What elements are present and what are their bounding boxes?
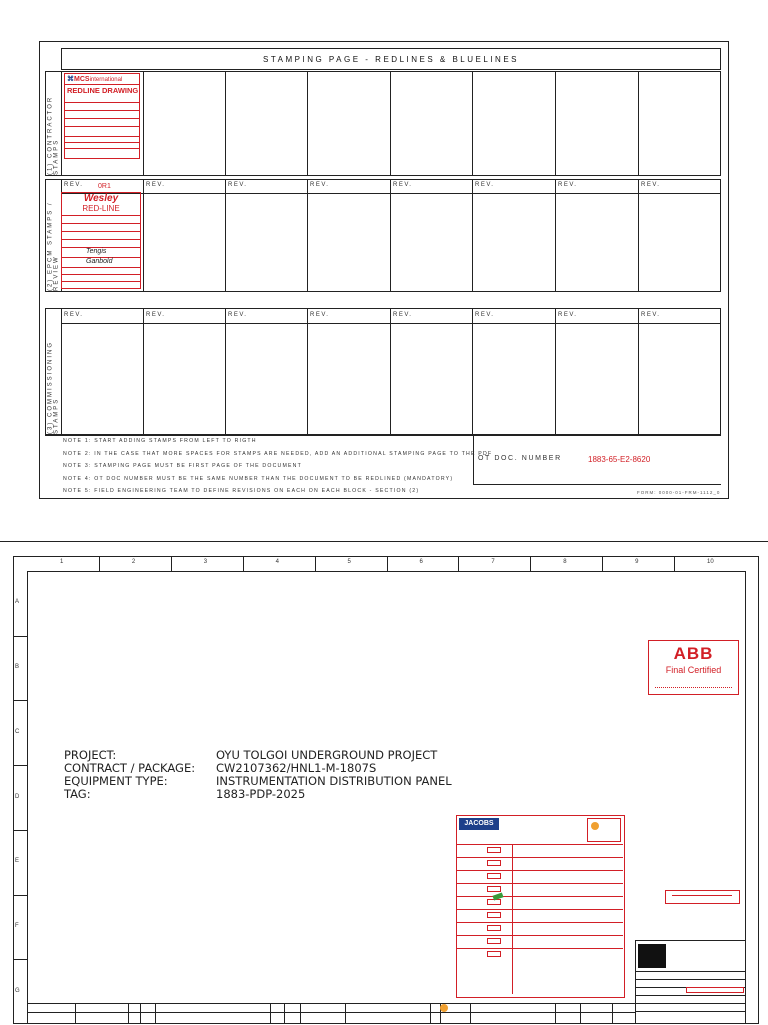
- column-tick: [530, 556, 531, 571]
- column-divider: [143, 179, 144, 292]
- jacobs-row-line: [457, 922, 623, 923]
- rev-label: REV.: [558, 182, 578, 188]
- ot-doc-label: OT DOC. NUMBER: [478, 455, 562, 462]
- column-divider: [472, 308, 473, 435]
- jacobs-row-line: [457, 857, 623, 858]
- wesley-signer-2: Ganbold: [86, 258, 113, 265]
- mcs-logo: ⌘MCSinternational: [67, 76, 123, 83]
- column-number: 5: [347, 559, 351, 565]
- column-divider: [555, 308, 556, 435]
- row-tick: [13, 765, 27, 766]
- jacobs-checkbox: [487, 886, 501, 892]
- column-divider: [307, 308, 308, 435]
- rev-label: REV.: [228, 312, 248, 318]
- column-tick: [602, 556, 603, 571]
- jacobs-checkbox: [487, 938, 501, 944]
- abb-stamp-text: Final Certified: [665, 665, 722, 675]
- approved-check-icon: [493, 894, 503, 901]
- column-number: 10: [707, 559, 714, 565]
- column-divider: [307, 179, 308, 292]
- ot-doc-number: 1883-65-E2-8620: [588, 455, 651, 464]
- column-number: 1: [59, 559, 64, 565]
- project-value: INSTRUMENTATION DISTRIBUTION PANEL: [216, 774, 452, 788]
- rev-strip-line: [27, 1012, 635, 1013]
- project-value: 1883-PDP-2025: [216, 787, 306, 801]
- column-number: 3: [203, 559, 208, 565]
- column-divider: [307, 71, 308, 176]
- column-number: 6: [419, 559, 423, 565]
- column-number: 2: [131, 559, 136, 565]
- rev-label: REV.: [64, 182, 84, 188]
- epcm-stamps-band: [45, 179, 721, 292]
- row-letter: D: [15, 793, 20, 800]
- rev-label: REV.: [310, 182, 330, 188]
- title-block-logo: [638, 944, 666, 968]
- rev-strip-divider: [140, 1003, 141, 1024]
- title-block: [635, 940, 745, 1024]
- rev-label: REV.: [558, 312, 578, 318]
- epcm-band-label: (2) EPCM STAMPS / REVIEW: [47, 201, 60, 291]
- row-tick: [13, 636, 27, 637]
- row-letter: C: [15, 728, 20, 735]
- jacobs-review-stamp: [456, 815, 625, 998]
- commissioning-band-label: (3) COMMISSIONING STAMPS: [47, 340, 60, 434]
- rev-label: REV.: [64, 312, 84, 318]
- project-label: EQUIPMENT TYPE:: [64, 774, 168, 788]
- rev-label: REV.: [641, 182, 661, 188]
- mcs-stamp-title: REDLINE DRAWING: [67, 86, 139, 95]
- rev-label: REV.: [146, 182, 166, 188]
- rev-strip-divider: [75, 1003, 76, 1024]
- column-divider: [143, 71, 144, 176]
- first-rev-value: 0R1: [98, 183, 111, 190]
- column-divider: [638, 308, 639, 435]
- jacobs-corner-logo: [587, 818, 621, 842]
- abb-final-certified-stamp: [648, 640, 739, 695]
- note-line: NOTE 4: OT DOC NUMBER MUST BE THE SAME NUMBER THAN THE DOCUMENT TO BE REDLINED (MANDATORY): [63, 475, 454, 482]
- contractor-stamps-band: [45, 71, 721, 176]
- note-line: NOTE 1: START ADDING STAMPS FROM LEFT TO RIGTH: [63, 438, 257, 444]
- column-tick: [99, 556, 100, 571]
- rev-strip-divider: [555, 1003, 556, 1024]
- project-label: TAG:: [64, 787, 91, 801]
- column-divider: [61, 71, 62, 176]
- project-value: CW2107362/HNL1-M-1807S: [216, 761, 377, 775]
- jacobs-row-line: [457, 948, 623, 949]
- row-letter: A: [15, 599, 20, 606]
- column-number: 9: [635, 559, 639, 565]
- jacobs-checkbox: [487, 847, 501, 853]
- column-tick: [458, 556, 459, 571]
- column-number: 8: [563, 559, 567, 565]
- rev-header-line: [61, 193, 721, 194]
- column-number: 7: [491, 559, 495, 565]
- column-tick: [674, 556, 675, 571]
- sunrise-logo-icon: [440, 1004, 448, 1012]
- rev-strip-divider: [580, 1003, 581, 1024]
- column-divider: [555, 179, 556, 292]
- row-tick: [13, 895, 27, 896]
- commissioning-stamps-band: [45, 308, 721, 435]
- rev-strip-divider: [430, 1003, 431, 1024]
- column-tick: [315, 556, 316, 571]
- row-letter: E: [15, 858, 20, 865]
- jacobs-row-line: [457, 870, 623, 871]
- rev-label: REV.: [475, 312, 495, 318]
- rev-strip-divider: [155, 1003, 156, 1024]
- jacobs-checkbox: [487, 925, 501, 931]
- column-divider: [143, 308, 144, 435]
- rev-label: REV.: [146, 312, 166, 318]
- contractor-band-label: (1) CONTRACTOR STAMPS: [47, 95, 60, 175]
- title-block-red-field: [686, 987, 744, 993]
- project-label: CONTRACT / PACKAGE:: [64, 761, 196, 775]
- rev-strip-divider: [345, 1003, 346, 1024]
- note-line: NOTE 5: FIELD ENGINEERING TEAM TO DEFINE REVISIONS ON EACH ON EACH BLOCK - SECTION (2): [63, 488, 420, 494]
- jacobs-divider: [512, 844, 513, 994]
- row-tick: [13, 959, 27, 960]
- rev-label: REV.: [393, 312, 413, 318]
- column-divider: [638, 71, 639, 176]
- column-divider: [472, 71, 473, 176]
- column-tick: [243, 556, 244, 571]
- column-tick: [171, 556, 172, 571]
- wesley-signer-1: Tengis: [86, 248, 107, 255]
- jacobs-checkbox: [487, 912, 501, 918]
- rev-strip-line: [27, 1003, 635, 1004]
- rev-label: REV.: [393, 182, 413, 188]
- rev-label: REV.: [475, 182, 495, 188]
- project-label: PROJECT:: [64, 748, 117, 762]
- abb-small-box: [665, 890, 740, 904]
- column-divider: [555, 71, 556, 176]
- row-tick: [13, 830, 27, 831]
- jacobs-checkbox: [487, 873, 501, 879]
- rev-strip-divider: [300, 1003, 301, 1024]
- row-letter: B: [15, 664, 20, 671]
- column-divider: [225, 71, 226, 176]
- column-divider: [61, 308, 62, 435]
- rev-strip-divider: [612, 1003, 613, 1024]
- wesley-redline-stamp: [61, 192, 141, 289]
- note-line: NOTE 2: IN THE CASE THAT MORE SPACES FOR STAMPS ARE NEEDED, ADD AN ADDITIONAL STAMPING PAGE TO THE PDF: [63, 450, 493, 457]
- mcs-stamp-fields: [65, 96, 139, 151]
- jacobs-row-line: [457, 909, 623, 910]
- jacobs-logo: JACOBS: [459, 818, 499, 830]
- wesley-stamp-title: RED-LINE: [82, 204, 120, 213]
- stamping-page-title: STAMPING PAGE - REDLINES & BLUELINES: [61, 48, 721, 70]
- jacobs-row-line: [457, 896, 623, 897]
- column-divider: [390, 71, 391, 176]
- rev-strip-divider: [284, 1003, 285, 1024]
- rev-header-line: [61, 323, 721, 324]
- form-code: FORM: 0000-01-FRM-1112_0: [637, 490, 721, 495]
- company-logo-icon: [458, 1004, 498, 1013]
- column-number: 4: [275, 559, 279, 565]
- row-tick: [13, 700, 27, 701]
- column-divider: [472, 179, 473, 292]
- rev-label: REV.: [310, 312, 330, 318]
- abb-logo: ABB: [673, 644, 714, 663]
- rev-label: REV.: [228, 182, 248, 188]
- column-divider: [390, 179, 391, 292]
- rev-label: REV.: [641, 312, 661, 318]
- wesley-logo: Wesley: [83, 193, 119, 204]
- row-letter: G: [15, 987, 20, 994]
- mcs-redline-stamp: [64, 73, 140, 159]
- column-divider: [225, 308, 226, 435]
- column-tick: [387, 556, 388, 571]
- project-value: OYU TOLGOI UNDERGROUND PROJECT: [216, 748, 438, 762]
- rev-strip-divider: [128, 1003, 129, 1024]
- jacobs-checkbox: [487, 860, 501, 866]
- column-divider: [225, 179, 226, 292]
- jacobs-row-line: [457, 844, 623, 845]
- jacobs-row-line: [457, 883, 623, 884]
- column-divider: [390, 308, 391, 435]
- jacobs-row-line: [457, 935, 623, 936]
- jacobs-checkbox: [487, 951, 501, 957]
- column-divider: [638, 179, 639, 292]
- rev-strip-divider: [270, 1003, 271, 1024]
- note-line: NOTE 3: STAMPING PAGE MUST BE FIRST PAGE OF THE DOCUMENT: [63, 463, 302, 469]
- row-letter: F: [15, 922, 19, 929]
